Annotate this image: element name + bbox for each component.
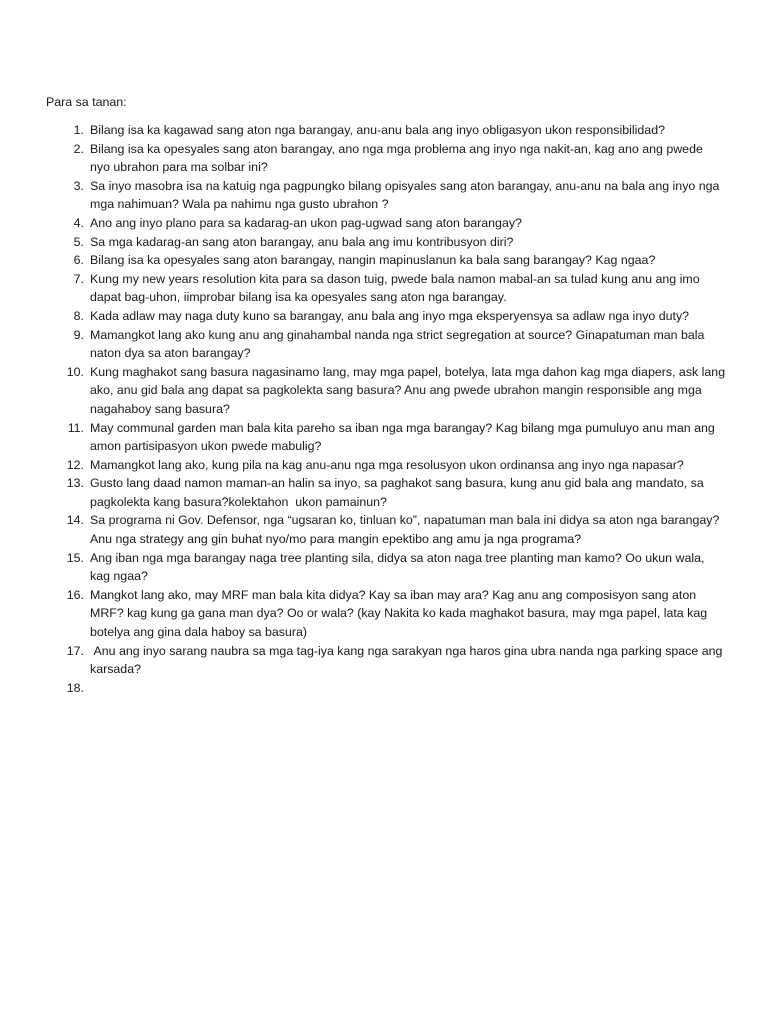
list-item bbox=[46, 679, 726, 698]
list-item-number: 3. bbox=[73, 178, 84, 193]
list-item-text: Ang iban nga mga barangay naga tree planting sila, didya sa aton naga tree planting man kamo? Oo ukun wala, kag ngaa? bbox=[90, 550, 708, 584]
list-item-number: 8. bbox=[73, 308, 84, 323]
list-item bbox=[46, 121, 726, 140]
list-item bbox=[46, 642, 726, 679]
list-item bbox=[46, 549, 726, 586]
list-item-text: May communal garden man bala kita pareho sa iban nga mga barangay? Kag bilang mga pumuluyo anu man ang amon partisipasyon ukon pwede mabulig? bbox=[90, 420, 719, 454]
list-item-number: 13. bbox=[66, 476, 84, 491]
list-item-number: 11. bbox=[67, 420, 84, 435]
list-item-text: Sa programa ni Gov. Defensor, nga “ugsaran ko, tinluan ko”, napatuman man bala ini didya sa aton nga barangay? Anu nga strategy ang gin buhat nyo/mo para mangin epektibo ang amu ja nga programa? bbox=[90, 513, 723, 547]
list-item-number: 7. bbox=[73, 271, 84, 286]
list-item-text: Bilang isa ka opesyales sang aton barangay, ano nga mga problema ang inyo nga nakit-an, kag ano ang pwede nyo ubrahon para ma solbar ini? bbox=[90, 141, 707, 175]
list-item-number: 10. bbox=[66, 364, 84, 379]
list-item-text: Bilang isa ka opesyales sang aton barangay, nangin mapinuslanun ka bala sang barangay? Kag ngaa? bbox=[90, 253, 656, 268]
list-item bbox=[46, 511, 726, 548]
list-item bbox=[46, 586, 726, 642]
list-item-text: Mangkot lang ako, may MRF man bala kita didya? Kay sa iban may ara? Kag anu ang composisyon sang aton MRF? kag kung ga gana man dya? Oo or wala? (kay Nakita ko kada maghakot basura, may mga papel, lata kag botelya ang gina dala haboy sa basura) bbox=[90, 587, 711, 640]
list-item bbox=[46, 307, 726, 326]
list-item bbox=[46, 233, 726, 252]
list-item-text: Bilang isa ka kagawad sang aton nga barangay, anu-anu bala ang inyo obligasyon ukon responsibilidad? bbox=[90, 123, 665, 137]
list-item-text: Ano ang inyo plano para sa kadarag-an ukon pag-ugwad sang aton barangay? bbox=[90, 215, 522, 230]
list-item-number: 12. bbox=[66, 457, 84, 472]
list-item-text: Kung my new years resolution kita para sa dason tuig, pwede bala namon mabal-an sa tulad kung anu ang imo dapat bag-uhon, iimprobar bilang isa ka opesyales sang aton nga barangay. bbox=[90, 271, 704, 305]
list-item bbox=[46, 270, 726, 307]
list-item-number: 5. bbox=[73, 234, 84, 249]
list-item-text: Gusto lang daad namon maman-an halin sa inyo, sa paghakot sang basura, kung anu gid bala ang mandato, sa pagkolekta kang basura?kolektahon ukon pamainun? bbox=[90, 476, 708, 509]
list-item-number: 18. bbox=[66, 680, 84, 695]
list-item-number: 15. bbox=[66, 550, 84, 565]
list-item-number: 6. bbox=[73, 253, 84, 268]
list-item bbox=[46, 214, 726, 233]
list-item bbox=[46, 456, 726, 475]
list-item-number: 17. bbox=[66, 643, 84, 658]
list-item-number: 1. bbox=[73, 123, 84, 137]
list-item-text: Anu ang inyo sarang naubra sa mga tag-iya kang nga sarakyan nga haros gina ubra nanda nga parking space ang karsada? bbox=[90, 643, 726, 677]
list-item bbox=[46, 251, 726, 270]
list-item-text: Sa mga kadarag-an sang aton barangay, anu bala ang imu kontribusyon diri? bbox=[90, 234, 514, 249]
list-item-number: 9. bbox=[73, 327, 84, 342]
list-item-text: Mamangkot lang ako kung anu ang ginahambal nanda nga strict segregation at source? Ginapatuman man bala naton dya sa aton barangay? bbox=[90, 327, 708, 361]
list-item bbox=[46, 177, 726, 214]
list-item bbox=[46, 326, 726, 363]
list-item bbox=[46, 419, 726, 456]
list-item bbox=[46, 474, 726, 511]
list-item-text: Kung maghakot sang basura nagasinamo lang, may mga papel, botelya, lata mga dahon kag mga diapers, ask lang ako, anu gid bala ang dapat sa pagkolekta sang basura? Anu ang pwede ubrahon mangin responsible ang mga nagahaboy sang basura? bbox=[90, 364, 729, 416]
list-item-number: 14. bbox=[66, 513, 84, 528]
question-list bbox=[46, 121, 729, 697]
list-item-text: Mamangkot lang ako, kung pila na kag anu-anu nga mga resolusyon ukon ordinansa ang inyo nga napasar? bbox=[90, 457, 684, 472]
document-heading: Para sa tanan: bbox=[46, 95, 127, 109]
list-item bbox=[46, 140, 726, 177]
list-item-text: Kada adlaw may naga duty kuno sa barangay, anu bala ang inyo mga eksperyensya sa adlaw nga inyo duty? bbox=[90, 308, 690, 323]
list-item-number: 16. bbox=[66, 587, 84, 602]
list-item-text bbox=[90, 679, 726, 698]
list-item-number: 4. bbox=[73, 215, 84, 230]
list-item-number: 2. bbox=[73, 141, 84, 156]
list-item-text: Sa inyo masobra isa na katuig nga pagpungko bilang opisyales sang aton barangay, anu-anu na bala ang inyo nga mga nahimuan? Wala pa nahimu nga gusto ubrahon ? bbox=[90, 178, 723, 212]
list-item bbox=[46, 363, 729, 419]
